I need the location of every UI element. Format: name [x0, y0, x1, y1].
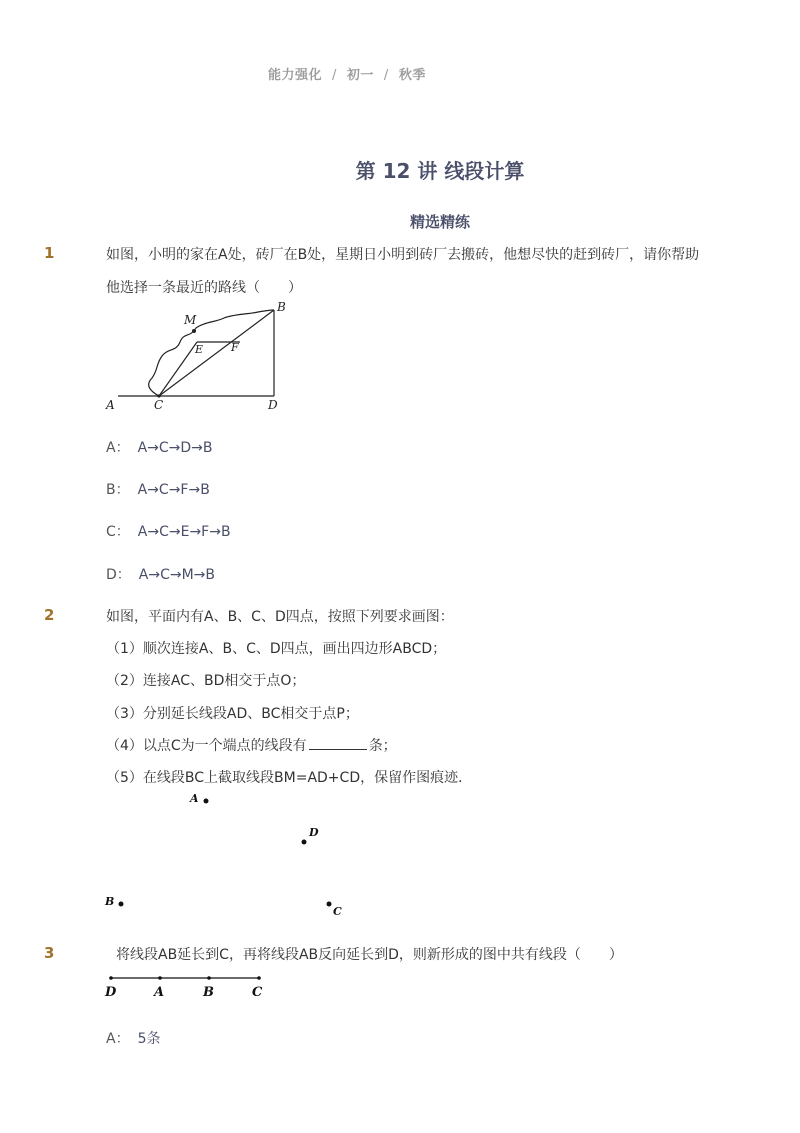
- point-m: [192, 329, 196, 333]
- q1-option-c[interactable]: [106, 521, 231, 541]
- page-header: [268, 64, 426, 83]
- label-b: B: [277, 300, 286, 314]
- option-key: A：: [106, 1031, 130, 1047]
- option-key: A：: [106, 440, 130, 456]
- header-term: 秋季: [398, 68, 426, 83]
- label-d: D: [268, 398, 278, 412]
- section-title: 精选精练: [409, 213, 470, 231]
- label-b: B: [203, 985, 214, 1000]
- point-c: [257, 976, 261, 980]
- option-value: 5条: [137, 1031, 161, 1047]
- point-a: [204, 799, 209, 804]
- point-b: [207, 976, 211, 980]
- q3-figure: [100, 968, 280, 1002]
- label-a: A: [190, 792, 199, 805]
- point-a: [158, 976, 162, 980]
- option-key: D：: [106, 567, 131, 583]
- question-number-1: 1: [44, 244, 55, 262]
- q3-text: 将线段AB延长到C，再将线段AB反向延长到D，则新形成的图中共有线段（ ）: [116, 947, 623, 963]
- label-c: C: [154, 398, 164, 412]
- q2-figure: [100, 788, 360, 923]
- label-d: D: [105, 985, 117, 1000]
- option-value: A→C→E→F→B: [137, 524, 231, 540]
- q2-step-2: （2）连接AC、BD相交于点O；: [106, 673, 306, 689]
- point-c: [327, 902, 332, 907]
- label-a: A: [154, 985, 165, 1000]
- label-f: F: [231, 341, 239, 354]
- header-grade: 初一: [346, 68, 374, 83]
- option-value: A→C→D→B: [137, 440, 213, 456]
- header-sep: /: [332, 68, 337, 83]
- option-value: A→C→M→B: [138, 567, 216, 583]
- point-d: [109, 976, 113, 980]
- q1-option-b[interactable]: [106, 479, 210, 499]
- q2-step-4-suffix: 条；: [368, 738, 397, 754]
- label-m: M: [184, 313, 197, 327]
- label-a: A: [106, 398, 115, 412]
- q2-step-4: [106, 735, 397, 755]
- q2-intro: 如图，平面内有A、B、C、D四点，按照下列要求画图：: [106, 609, 454, 625]
- q1-figure: [100, 298, 300, 416]
- question-number-2: 2: [44, 606, 55, 624]
- q2-step-3: （3）分别延长线段AD、BC相交于点P；: [106, 706, 359, 722]
- lesson-title: 第 12 讲 线段计算: [355, 159, 525, 183]
- label-c: C: [333, 905, 342, 918]
- point-d: [302, 840, 307, 845]
- q1-option-a[interactable]: [106, 437, 213, 457]
- q2-step-5: （5）在线段BC上截取线段BM=AD+CD，保留作图痕迹．: [106, 770, 473, 786]
- answer-blank[interactable]: [309, 737, 367, 750]
- label-c: C: [252, 985, 263, 1000]
- q1-option-d[interactable]: [106, 564, 215, 584]
- option-key: B：: [106, 482, 130, 498]
- point-b: [119, 902, 124, 907]
- label-b: B: [105, 895, 115, 908]
- header-subject: 能力强化: [268, 68, 323, 83]
- question-number-3: 3: [44, 944, 55, 962]
- q2-step-1: （1）顺次连接A、B、C、D四点，画出四边形ABCD；: [106, 641, 447, 657]
- q2-step-4-text: （4）以点C为一个端点的线段有: [106, 738, 307, 754]
- q1-text-line1: 如图，小明的家在A处，砖厂在B处，星期日小明到砖厂去搬砖，他想尽快的赶到砖厂，请你帮助: [106, 247, 700, 263]
- option-value: A→C→F→B: [137, 482, 210, 498]
- header-sep: /: [383, 68, 389, 83]
- q3-option-a[interactable]: [106, 1028, 161, 1048]
- label-e: E: [195, 343, 204, 356]
- q1-text-line2: 他选择一条最近的路线（ ）: [106, 280, 302, 296]
- label-d: D: [309, 826, 319, 839]
- option-key: C：: [106, 524, 130, 540]
